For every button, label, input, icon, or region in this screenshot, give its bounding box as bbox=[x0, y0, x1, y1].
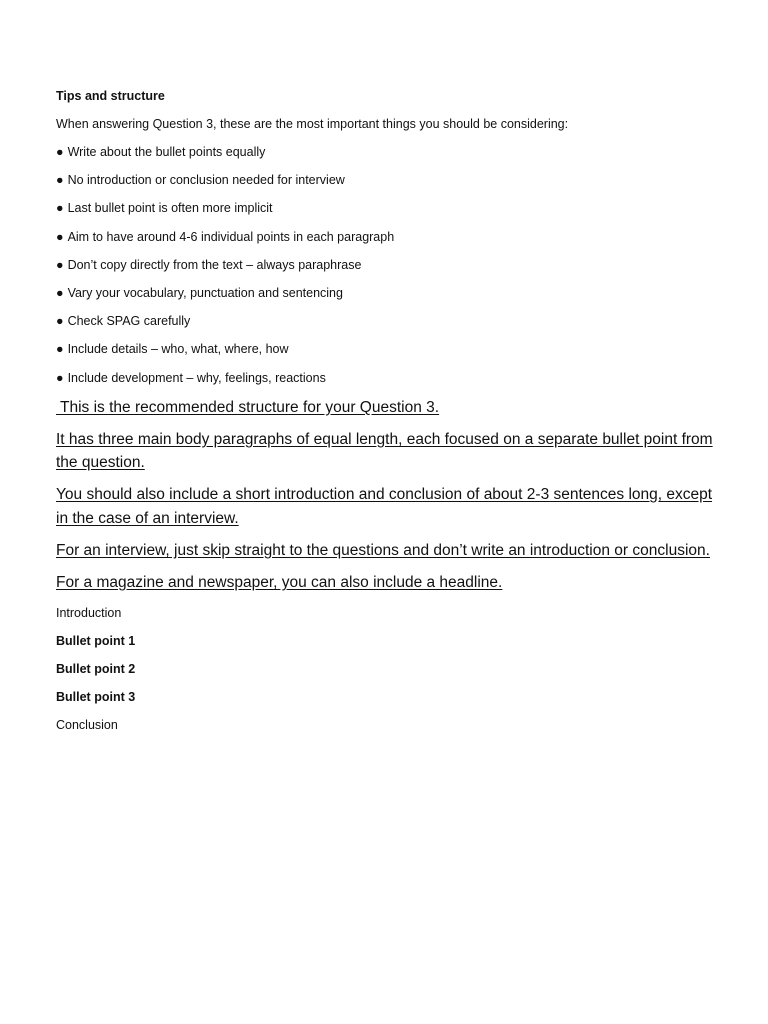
tip-text: No introduction or conclusion needed for interview bbox=[67, 173, 345, 188]
tip-item bbox=[56, 255, 716, 275]
structure-guidance bbox=[56, 396, 716, 595]
bullet-icon: ● bbox=[56, 314, 64, 329]
intro-sentence: When answering Question 3, these are the most important things you should be considering: bbox=[56, 117, 569, 131]
tip-text: Don’t copy directly from the text – always paraphrase bbox=[67, 257, 362, 272]
tip-text: Check SPAG carefully bbox=[67, 314, 191, 329]
bullet-icon: ● bbox=[56, 201, 64, 216]
tip-item bbox=[56, 142, 716, 162]
bullet-icon: ● bbox=[56, 145, 64, 159]
bullet-icon: ● bbox=[56, 342, 64, 357]
tip-item bbox=[56, 227, 716, 247]
bullet-icon: ● bbox=[56, 173, 64, 188]
tip-text: Vary your vocabulary, punctuation and sentencing bbox=[67, 285, 343, 300]
guidance-paragraph: For an interview, just skip straight to the questions and don’t write an introduction or conclusion. bbox=[56, 541, 710, 559]
outline-bullet-point-2: Bullet point 2 bbox=[56, 662, 136, 677]
tip-item bbox=[56, 170, 716, 190]
tip-text: Write about the bullet points equally bbox=[67, 145, 266, 159]
structure-outline bbox=[56, 603, 716, 736]
outline-conclusion: Conclusion bbox=[56, 718, 118, 733]
tip-item bbox=[56, 339, 716, 359]
tip-text: Aim to have around 4-6 individual points in each paragraph bbox=[67, 229, 395, 244]
tip-item bbox=[56, 368, 716, 388]
bullet-icon: ● bbox=[56, 229, 64, 244]
tips-list bbox=[56, 142, 716, 388]
guidance-paragraph: You should also include a short introduction and conclusion of about 2-3 sentences long, except in the case of an interview. bbox=[56, 486, 713, 527]
document-page bbox=[56, 86, 716, 744]
outline-introduction: Introduction bbox=[56, 605, 122, 620]
tip-text: Include details – who, what, where, how bbox=[67, 342, 289, 357]
bullet-icon: ● bbox=[56, 257, 64, 272]
tip-text: Include development – why, feelings, reactions bbox=[67, 370, 326, 385]
guidance-paragraph: For a magazine and newspaper, you can also include a headline. bbox=[56, 573, 503, 591]
bullet-icon: ● bbox=[56, 370, 64, 385]
section-heading: Tips and structure bbox=[56, 89, 165, 103]
guidance-paragraph: This is the recommended structure for your Question 3. bbox=[56, 398, 440, 416]
bullet-icon: ● bbox=[56, 285, 64, 300]
tip-item bbox=[56, 198, 716, 218]
tip-text: Last bullet point is often more implicit bbox=[67, 201, 273, 216]
tip-item bbox=[56, 283, 716, 303]
guidance-paragraph: It has three main body paragraphs of equal length, each focused on a separate bullet point from the question. bbox=[56, 430, 713, 472]
outline-bullet-point-3: Bullet point 3 bbox=[56, 690, 136, 705]
tip-item bbox=[56, 311, 716, 331]
outline-bullet-point-1: Bullet point 1 bbox=[56, 633, 136, 648]
